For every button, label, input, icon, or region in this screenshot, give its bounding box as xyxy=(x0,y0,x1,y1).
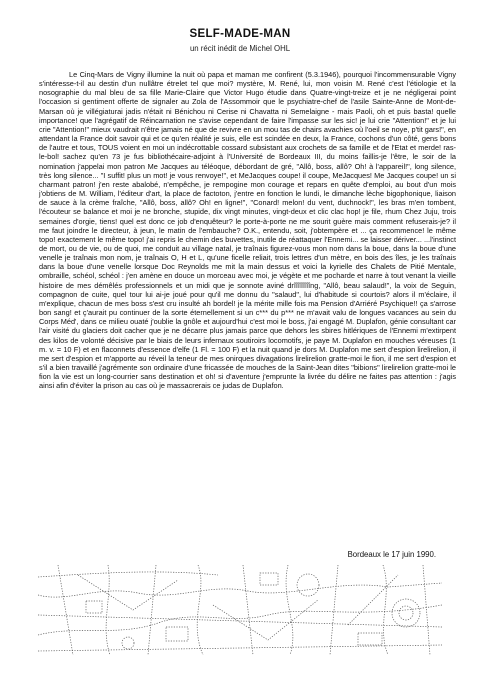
signoff-date: Bordeaux le 17 juin 1990. xyxy=(347,550,436,559)
story-body: Le Cinq-Mars de Vigny illumine la nuit où papa et maman me confirent (5.3.1946), pourquoi l'incommensurable Vigny s'intéresse-t-il au destin d'un nullâtre étrelet tel que moi? mystère, M. René, lui, mon voisin M. René c'est l'étiologie et la nosographie du mal bleu de sa fille Marie-Claire que Victor Hugo étudie dans Quatre-vingt-treize et je ne négligerai point l'occasion si gentiment offerte de signaler au Zola de l'Assommoir que le psychiatre-chef de l'asile Sainte-Anne de Mont-de-Marsan où je villégiaturai jadis n'était ni Bénichou ni Cerise ni Chavatta ni Semelaigne - mais Paoli, oh et puis basta! quelle importance! que l'agrégatif de Réincarnation ne s'avise cependant de faire l'impasse sur les sic! je lui crie "Attention!" et je lui crie "Attention!" mieux vaudrait n'être jamais né que de revivre en un mou tas de chairs avachies où l'oeil se noye, p'tit gars!", en attendant la France doit savoir qui et ce qu'en réalité je suis, elle est scindée en deux, la France, cochons d'un côté, gens bons de l'autre et tous, TOUS voient en moi un indécrottable cossard subsistant aux crochets de sa famille et de l'Etat et merde! ras-le-bol! sachez qu'en 73 je fus bibliothécaire-adjoint à l'Université de Bordeaux III, du moins faillis-je l'être, le soir de la nomination j'appelai mon patron Me Jacques au téléoque, débordant de gré, "Allô, boss, allô? Oh! à l'appareil!", long silence, très long silence... "I suffit! plus un mot! je vous renvoye!", et MeJacques coupe! il coupe, MeJacques! Me Jacques coupe! un si charmant patron! j'en reste abalobé, n'empêche, je rempogine mon courage et repars en quête d'emploi, au bout d'un mois j'obtiens de M. William, l'éditeur d'art, la place de factoton, j'entre en fonction le lundi, le dimanche lèche bigophonique, liaison de sauce à la crème fraîche, "Allô, boss, allô? Oh! en ligne!", "Conard! melon! du vent, duchnock!", les bras m'en tombent, l'écouteur se balance et moi je ne bronche, stupide, dix vingt minutes, vingt-deux et clic clac hop! je file, rhum Chez Juju, trois semaines d'orgie, tiens! quel est donc ce job d'enquêteur? le porte-à-porte ne me sourit guère mais comment refuserais-je? il me faut joindre le directeur, à jeun, le matin de l'embauche? O.K., entendu, soit, j'obtempère et ... ça recommence! le même topo! exactement le même topo! j'ai repris le chemin des buvettes, inutile de réattaquer l'Ennemi... se laisser dériver... ...l'instinct de mort, ou de vie, ou de quoi, me conduit au village natal, je traînais figurez-vous mon nom dans la boue, dans la boue d'une venelle je traînais mon nom, je traînais O, H et L, qu'une ficelle reliait, trois lettres d'un mètre, en bois des îles, je les traînais dans la boue d'une venelle lorsque Doc Reynolds me mit la main dessus et voici la kyrielle des Chalets de Pitié Mentale, ombraille, schéol, schéol : j'en amène en douce un morceau avec moi, je végète et me pocharde et narre à tout venant la vieille histoire de mes démêlés professionnels et un midi que je sonnote aviné drîîîîîîîîng, "Allô, beau salaud!", la voix de Seguin, compagnon de cuite, quel tour lui ai-je joué pour qu'il me donnu du "salaud", lui d'habitude si courtois? alors il m'éclaire, il m'explique, chacun de mes boss s'est cru insulté ah bordel! je la mérite mille fois ma Pension d'Arriéré Psychique!! ça s'arrose bon sang! et ç'aurait pu continuer de la sorte éternellement si un c*** du p*** ne m'avait valu de longues vacances au sein du Corps Méd', dans ce milieu ouaté j'oublie la gnôle et aujourd'hui c'est moi le boss, j'ai engagé M. Duplafon, génie consultant car l'air visité du glaciers doit cacher que je ne décarre plus jamais parce que dehors les sbires hitlériques de l'Ennemi m'extirpent des kilos de volonté décisive par le biais de leurs infernaux soutiroirs locomotifs, je paye M. Duplafon en mouches véreuses (1 m. v. = 10 F) et en flaconnets d'essence d'elfe (1 Fl. = 100 F) et la nuit quand je dors M. Duplafon me sert d'espion lirelirelion, il me sert d'espion et m'apporte au réveil la teneur de mes onirques divagations lirelirelion gratte-moi le fion, il me sert d'espion et s'il a bien travaillé j'agrémente son ordinaire d'une fricassée de mouches de la Saint-Jean dites "bibions" lirelirelion gratte-moi le fion la vie est un long-courrier sans destination et oh! si d'aventure j'emprunte la livrée du délire ne faites pas attention : j'agis ainsi afin d'éviter la prison au cas où je massacrerais ce judas de Duplafon. xyxy=(39,70,456,391)
street-map-illustration xyxy=(38,565,442,655)
story-subtitle: un récit inédit de Michel OHL xyxy=(189,44,291,53)
story-title: SELF-MADE-MAN xyxy=(189,28,291,40)
